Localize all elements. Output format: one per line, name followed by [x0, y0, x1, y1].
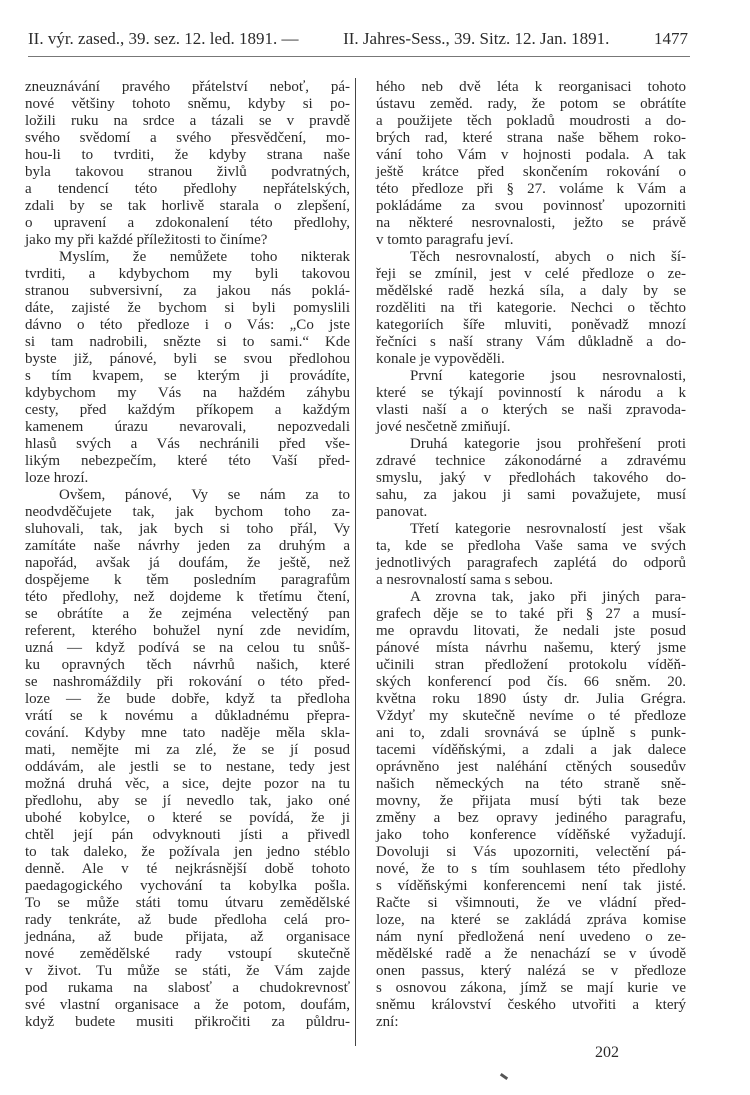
text-line: První kategorie jsou nesrovnalosti, [410, 368, 686, 384]
text-line: grafech děje se to také při § 27 a musí- [376, 606, 686, 622]
text-line: hou-li to tvrditi, že kdyby strana naše [25, 147, 350, 163]
text-line: kdybychom my Vás na haždém záhybu [25, 385, 350, 401]
text-line: nám nyní předložená není uvedeno o ze- [376, 929, 686, 945]
text-line: vání toho Vám v hojnosti podala. A tak [376, 147, 686, 163]
text-line: o upravení a zdokonalení této předlohy, [25, 215, 350, 231]
text-line: a nesrovnalostí sama s sebou. [376, 572, 554, 588]
text-line: rozděliti na tři kategorie. Nechci o těchto [376, 300, 686, 316]
text-line: jako my při každé příležitosti to činíme? [25, 232, 268, 248]
text-line: sahu, za jakou ji sami považujete, musí [376, 487, 686, 503]
right-column [376, 79, 686, 1031]
text-line: zní: [376, 1014, 399, 1030]
text-line: smyslu, jaký v předlohách takového do- [376, 470, 686, 486]
text-line: Dovoluji si Vás upozorniti, velectění pá- [376, 844, 686, 860]
text-line: ských konferencí pod čís. 66 sněm. 20. [376, 674, 686, 690]
text-line: zneuznávání pravého přátelství neboť, pá- [25, 79, 350, 95]
text-line: sluhovali, tak, jak bych si toho přál, Vy [25, 521, 350, 537]
text-line: rady tenkráte, až bude předloha celá pro- [25, 912, 350, 928]
text-line: panovat. [376, 504, 428, 520]
text-line: řeji se zmínil, jest v celé předloze o ze- [376, 266, 686, 282]
text-line: paedagogického vychování ta kobylka pošla. [25, 878, 350, 894]
text-line: A zrovna tak, jako při jiných para- [410, 589, 686, 605]
text-line: Myslím, že nemůžete toho nikterak [59, 249, 350, 265]
text-line: s víděňskými konferencemi není tak jisté. [376, 878, 686, 894]
text-line: loze, na které se zakládá zpráva komise [376, 912, 686, 928]
text-line: mati, nemějte mi za zlé, že se jí posud [25, 742, 350, 758]
text-line: ještě krátce před skončením rokování o [376, 164, 686, 180]
text-line: své vlastní organisace a že potom, doufám, [25, 997, 350, 1013]
text-line: loze hrozí. [25, 470, 89, 486]
text-line: svého svědomí a svého přesvědčení, mo- [25, 130, 350, 146]
text-line: oprávněno jest naléhání ctěných sousedův [376, 759, 686, 775]
text-line: cesty, před každým příkopem a každým [25, 402, 350, 418]
text-line: možná druhá věc, a sice, dejte pozor na tu [25, 776, 350, 792]
text-line: ložili ruku na srdce a tázali se v pravdě [25, 113, 350, 129]
text-line: ani to, zdali srovnává se úplně s punk- [376, 725, 686, 741]
text-line: cování. Kdyby mne tato naděje měla skla- [25, 725, 350, 741]
text-line: Vždyť my skutečně nevíme o té předloze [376, 708, 686, 724]
text-line: hého neb dvě léta k reorganisaci tohoto [376, 79, 686, 95]
text-line: předlohu, aby se jí nevedlo tak, jako oné [25, 793, 350, 809]
text-line: mědělské radě hezká síla, a daly by se [376, 283, 686, 299]
text-line: v tomto paragrafu jeví. [376, 232, 514, 248]
text-line: Druhá kategorie jsou prohřešení proti [410, 436, 686, 452]
text-line: To se může státi tomu útvaru zemědělské [25, 895, 350, 911]
text-line: zdravé technice zákonodárné a zdravému [376, 453, 686, 469]
text-line: Těch nesrovnalostí, abych o nich ší- [410, 249, 686, 265]
text-line: dávno o této předloze i o Vás: „Co jste [25, 317, 350, 333]
text-line: jové nesčetně zmiňují. [376, 419, 511, 435]
text-line: vlasti naší a o kterých se naši zpravoda- [376, 402, 686, 418]
text-line: našich německých na této straně sně- [376, 776, 686, 792]
text-line: sněmu království českého utvořiti a který [376, 997, 686, 1013]
text-line: které se týkají povinností k národu a k [376, 385, 686, 401]
text-line: konale je vypověděli. [376, 351, 505, 367]
text-line: referent, kterého bohužel nyní zde nevidím, [25, 623, 350, 639]
text-line: Ovšem, pánové, Vy se nám za to [59, 487, 350, 503]
header-rule [28, 56, 690, 57]
text-line: brých rad, které strana naše během roko- [376, 130, 686, 146]
text-line: se nashromáždily při rokování o této před- [25, 674, 350, 690]
header-german: II. Jahres-Sess., 39. Sitz. 12. Jan. 1891. [343, 29, 610, 48]
text-line: řečníci s naší strany Vám důkladně a do- [376, 334, 686, 350]
text-line: tacemi víděňskými, a zdali a jak dalece [376, 742, 686, 758]
text-line: chtěl její pán odvyknouti jísti a přivedl [25, 827, 350, 843]
text-line: změny a bez opravy jediného paragrafu, [376, 810, 686, 826]
text-line: této předloze při § 27. voláme k Vám a [376, 181, 686, 197]
text-line: kategoriích šíře mluviti, poněvadž mnozí [376, 317, 686, 333]
text-line: movny, že přijata musí býti tak beze [376, 793, 686, 809]
text-line: vrátí se k novému a důkladnému přepra- [25, 708, 350, 724]
text-line: s osnovou zákona, jímž se mají kurie ve [376, 980, 686, 996]
text-line: jednána, až bude přijata, až organisace [25, 929, 350, 945]
column-divider [355, 78, 356, 1046]
text-line: loze — že bude dobře, když ta předloha [25, 691, 350, 707]
text-line: učinili stran předložení protokolu víděň- [376, 657, 686, 673]
text-line: tvrditi, a kdybychom my byli takovou [25, 266, 350, 282]
text-line: ubohé kobylce, o které se povídá, že ji [25, 810, 350, 826]
text-line: pokládáme za svou povinnosť upozorniti [376, 198, 686, 214]
running-header [28, 29, 688, 51]
text-line: nové zemědělské rady vstoupí skutečně [25, 946, 350, 962]
text-line: likým nebezpečím, které této Vaší před- [25, 453, 350, 469]
text-line: neodvděčujete tak, jak bychom toho za- [25, 504, 350, 520]
text-line: se obrátíte a že zejména velectěný pan [25, 606, 350, 622]
text-line: hlasů svých a Vás nechránili před vše- [25, 436, 350, 452]
text-line: ústavu zeměd. rady, že potom se obrátíte [376, 96, 686, 112]
text-line: dospějeme k těm posledním paragrafům [25, 572, 350, 588]
text-line: Račte si všimnouti, že ve vládní před- [376, 895, 686, 911]
ink-mark [500, 1073, 508, 1080]
text-line: kamenem úrazu nevarovali, nepozvedali [25, 419, 350, 435]
text-line: nové, že to s tím souhlasem této předlohy [376, 861, 686, 877]
text-line: nové většiny tohoto sněmu, kdyby si po- [25, 96, 350, 112]
text-line: mědělské radě a že nenachází se v úvodě [376, 946, 686, 962]
text-line: stranou subversivní, za jakou nás poklá- [25, 283, 350, 299]
text-line: to tak daleko, že požívala jen jedno stéblo [25, 844, 350, 860]
text-line: na některé nesrovnalosti, ježto se právě [376, 215, 686, 231]
signature-number: 202 [595, 1044, 619, 1061]
text-line: pánové místa návrhu našemu, který jsme [376, 640, 686, 656]
left-column [25, 79, 350, 1031]
text-line: zamítáte naše návrhy jeden za druhým a [25, 538, 350, 554]
text-line: a použijete těch pokladů moudrosti a do- [376, 113, 686, 129]
text-line: jednotlivých paragrafech zaplétá do odporů [376, 555, 686, 571]
text-line: byla takovou stranou živlů podvratných, [25, 164, 350, 180]
text-line: Třetí kategorie nesrovnalostí jest však [410, 521, 686, 537]
text-line: s tím kvapem, se kterým ji provádíte, [25, 368, 350, 384]
text-line: me opravdu litovati, že nedali jste posud [376, 623, 686, 639]
text-line: jako toho konference víděňské vyžadují. [376, 827, 686, 843]
text-line: této předlohy, než dojdeme k třetímu čtení, [25, 589, 350, 605]
text-line: zdali by se tak horlivě starala o zlepšení, [25, 198, 350, 214]
text-line: napořád, avšak já doufám, že ještě, než [25, 555, 350, 571]
text-line: v život. Tu může se státi, že Vám zajde [25, 963, 350, 979]
text-line: když budete musiti přikročiti za půldru- [25, 1014, 350, 1030]
text-line: oddávám, ale jestli se to nestane, tedy jest [25, 759, 350, 775]
text-line: a tendencí této předlohy nepřátelských, [25, 181, 350, 197]
text-line: uzná — když podívá se na celou tu snůš- [25, 640, 350, 656]
text-line: ku opravných těch návrhů našich, které [25, 657, 350, 673]
text-line: pod rukama na slabosť a chudokrevnosť [25, 980, 350, 996]
text-line: si tam nadrobili, snězte si to sami.“ Kde [25, 334, 350, 350]
text-line: května roku 1890 ústy dr. Julia Grégra. [376, 691, 686, 707]
text-line: byste již, pánové, byli se svou předlohou [25, 351, 350, 367]
text-line: denně. Ale v té nejkrásnější době tohoto [25, 861, 350, 877]
text-line: onen passus, který nalézá se v předloze [376, 963, 686, 979]
text-line: ta, kde se předloha Vaše sama ve svých [376, 538, 686, 554]
header-page-number: 1477 [654, 29, 688, 48]
text-line: dáte, zajisté že bychom si byli pomyslili [25, 300, 350, 316]
header-czech: II. výr. zased., 39. sez. 12. led. 1891. — [28, 29, 299, 48]
